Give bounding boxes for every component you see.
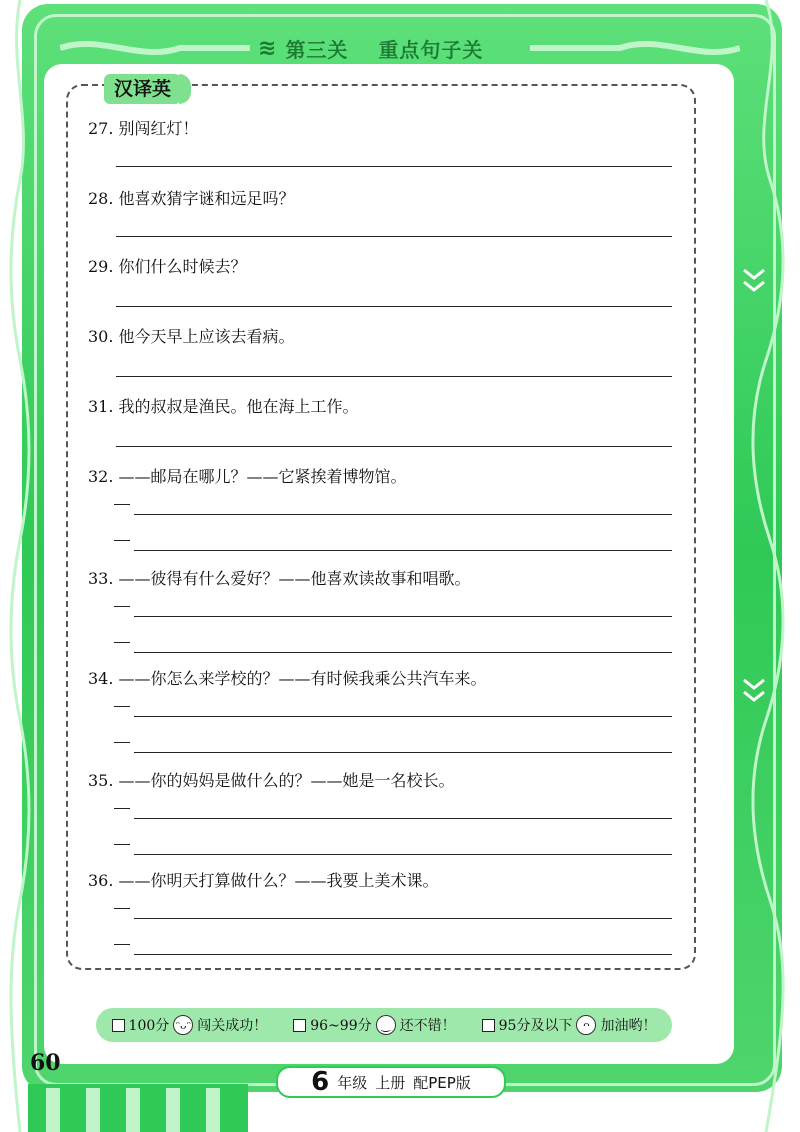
dialog-dash xyxy=(114,844,130,845)
question-number: 30. xyxy=(88,327,114,346)
question-28 xyxy=(88,186,295,209)
dialog-dash xyxy=(114,908,130,909)
question-31 xyxy=(88,394,359,417)
question-29 xyxy=(88,254,247,277)
score-item-95-below xyxy=(482,1015,657,1035)
question-34 xyxy=(88,666,487,689)
answer-line[interactable] xyxy=(134,818,672,819)
question-number: 35. xyxy=(88,771,114,790)
answer-line[interactable] xyxy=(134,616,672,617)
answer-line[interactable] xyxy=(116,376,672,377)
question-35 xyxy=(88,768,455,791)
bottom-stripe-decoration xyxy=(28,1084,248,1132)
score-item-96-99 xyxy=(293,1015,455,1035)
answer-line[interactable] xyxy=(134,514,672,515)
answer-line[interactable] xyxy=(134,550,672,551)
score-label: 95分及以下 xyxy=(498,1018,573,1034)
answer-line[interactable] xyxy=(134,752,672,753)
score-label: 100分 xyxy=(128,1018,170,1034)
dialog-dash xyxy=(114,540,130,541)
answer-line[interactable] xyxy=(134,954,672,955)
question-27 xyxy=(88,116,199,139)
dialog-dash xyxy=(114,606,130,607)
dialog-dash xyxy=(114,706,130,707)
question-number: 36. xyxy=(88,871,114,890)
answer-line[interactable] xyxy=(134,652,672,653)
question-33 xyxy=(88,566,471,589)
question-number: 32. xyxy=(88,467,114,486)
question-number: 33. xyxy=(88,569,114,588)
score-comment: 加油哟！ xyxy=(600,1018,657,1034)
score-checkbox[interactable] xyxy=(112,1019,125,1032)
edition-text: 配PEP版 xyxy=(413,1073,471,1092)
answer-line[interactable] xyxy=(116,236,672,237)
dialog-dash xyxy=(114,742,130,743)
page-header-title xyxy=(258,32,483,64)
question-text: 我的叔叔是渔民。他在海上工作。 xyxy=(118,397,359,416)
question-text: ——邮局在哪儿？——它紧挨着博物馆。 xyxy=(118,467,407,486)
score-checkbox[interactable] xyxy=(482,1019,495,1032)
score-item-100 xyxy=(112,1015,268,1035)
question-text: 别闯红灯！ xyxy=(118,119,199,138)
score-label: 96~99分 xyxy=(310,1018,372,1034)
question-text: ——彼得有什么爱好？——他喜欢读故事和唱歌。 xyxy=(118,569,471,588)
question-number: 34. xyxy=(88,669,114,688)
left-border-decoration xyxy=(0,0,40,1132)
question-text: ——你怎么来学校的？——有时候我乘公共汽车来。 xyxy=(118,669,487,688)
score-bar xyxy=(96,1008,672,1042)
question-number: 27. xyxy=(88,119,114,138)
question-36 xyxy=(88,868,439,891)
answer-line[interactable] xyxy=(116,446,672,447)
answer-line[interactable] xyxy=(134,854,672,855)
question-number: 28. xyxy=(88,189,114,208)
question-text: ——你明天打算做什么？——我要上美术课。 xyxy=(118,871,439,890)
grade-text: 年级 xyxy=(337,1073,368,1092)
chevron-down-icon xyxy=(744,680,764,700)
question-text: 他喜欢猜字谜和远足吗？ xyxy=(118,189,295,208)
volume-text: 上册 xyxy=(375,1073,406,1092)
grade-number: 6 xyxy=(311,1067,330,1097)
happy-face-icon: ᵔᴗᵔ xyxy=(173,1015,193,1035)
answer-line[interactable] xyxy=(116,166,672,167)
question-32 xyxy=(88,464,407,487)
question-text: ——你的妈妈是做什么的？——她是一名校长。 xyxy=(118,771,455,790)
dialog-dash xyxy=(114,808,130,809)
score-comment: 闯关成功！ xyxy=(197,1018,268,1034)
page-number: 60 xyxy=(30,1050,61,1076)
dialog-dash xyxy=(114,504,130,505)
answer-line[interactable] xyxy=(116,306,672,307)
right-border-decoration xyxy=(736,0,800,1132)
dialog-dash xyxy=(114,944,130,945)
cheer-face-icon: ᴖ xyxy=(576,1015,596,1035)
question-text: 他今天早上应该去看病。 xyxy=(118,327,295,346)
header-title-right: 重点句子关 xyxy=(378,37,484,62)
chevron-down-icon xyxy=(744,270,764,290)
answer-line[interactable] xyxy=(134,918,672,919)
question-30 xyxy=(88,324,295,347)
smile-face-icon: ‿ xyxy=(376,1015,396,1035)
answer-line[interactable] xyxy=(134,716,672,717)
header-title-left: 第三关 xyxy=(285,37,349,62)
score-comment: 还不错！ xyxy=(399,1018,456,1034)
section-tag: 汉译英 xyxy=(104,74,181,104)
dialog-dash xyxy=(114,642,130,643)
question-number: 31. xyxy=(88,397,114,416)
question-text: 你们什么时候去？ xyxy=(118,257,247,276)
grade-badge xyxy=(276,1066,506,1098)
wave-icon: ≋ xyxy=(258,35,278,61)
score-checkbox[interactable] xyxy=(293,1019,306,1032)
question-number: 29. xyxy=(88,257,114,276)
question-box xyxy=(66,84,696,970)
